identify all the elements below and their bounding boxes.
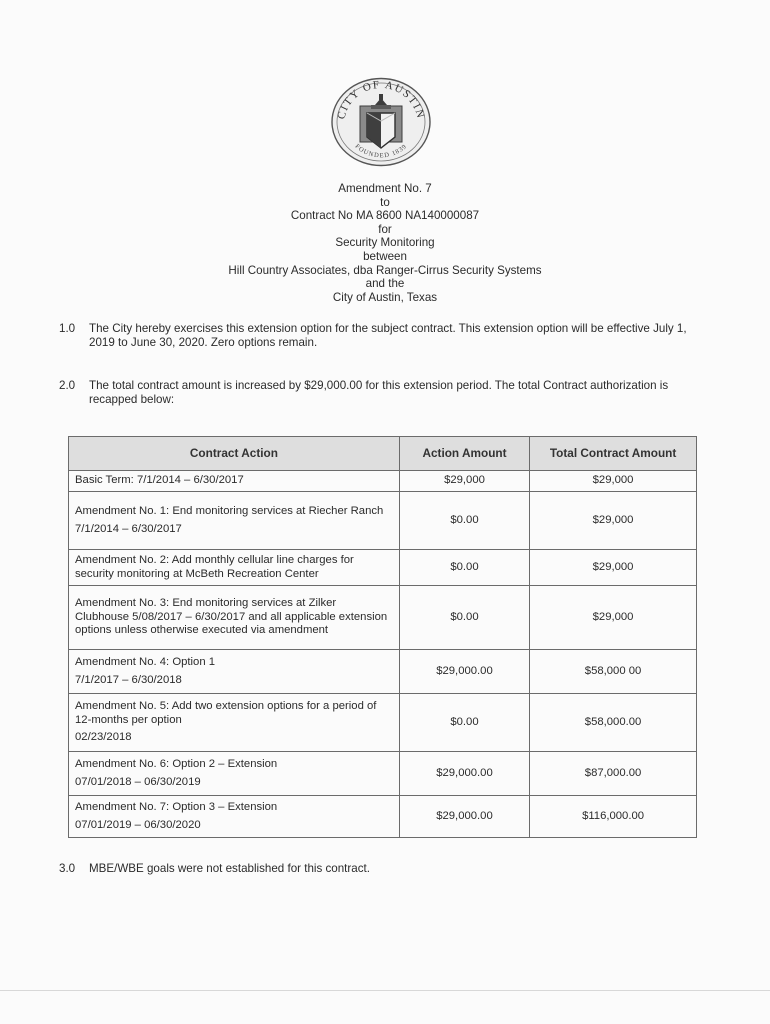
- action-text: Amendment No. 2: Add monthly cellular line charges for security monitoring at McBeth Recreation Center: [75, 554, 354, 580]
- total-amount-cell: $58,000 00: [530, 650, 697, 694]
- action-amount-cell: $0.00: [399, 694, 529, 752]
- document-heading: [0, 182, 770, 304]
- table-row: [69, 796, 697, 838]
- action-text: Amendment No. 1: End monitoring services at Riecher Ranch: [75, 505, 384, 518]
- action-amount-cell: $0.00: [399, 550, 529, 586]
- action-date: 7/1/2017 – 6/30/2018: [75, 673, 182, 686]
- action-date: 7/1/2014 – 6/30/2017: [75, 522, 182, 535]
- section-3: [59, 862, 704, 876]
- table-row: [69, 752, 697, 796]
- column-header-total-amount: Total Contract Amount: [530, 437, 697, 471]
- table-row: [69, 550, 697, 586]
- heading-line: to: [380, 195, 390, 209]
- section-number: 1.0: [59, 322, 76, 335]
- action-text: Amendment No. 3: End monitoring services at Zilker Clubhouse 5/08/2017 – 6/30/2017 and all applicable extension options unless otherwise executed via amendment: [75, 597, 388, 637]
- total-amount-cell: $29,000: [530, 586, 697, 650]
- action-text: Amendment No. 7: Option 3 – Extension: [75, 801, 278, 814]
- heading-line: Security Monitoring: [335, 236, 435, 250]
- total-amount-cell: $29,000: [530, 471, 697, 492]
- contract-action-cell: [69, 694, 400, 752]
- action-date: 07/01/2018 – 06/30/2019: [75, 775, 201, 788]
- action-text: Amendment No. 5: Add two extension options for a period of 12-months per option: [75, 700, 377, 726]
- contract-action-cell: [69, 650, 400, 694]
- column-header-contract-action: Contract Action: [69, 437, 400, 471]
- action-amount-cell: $29,000.00: [399, 796, 529, 838]
- page-bottom-divider: [0, 990, 770, 991]
- column-header-action-amount: Action Amount: [399, 437, 529, 471]
- contract-action-cell: [69, 471, 400, 492]
- action-amount-cell: $0.00: [399, 586, 529, 650]
- seal-top-text: CITY OF AUSTIN: [335, 78, 427, 121]
- section-text: The City hereby exercises this extension option for the subject contract. This extension option will be effective July 1, 2019 to June 30, 2020. Zero options remain.: [89, 322, 687, 349]
- heading-line: and the: [365, 277, 405, 291]
- action-amount-cell: $29,000.00: [399, 650, 529, 694]
- total-amount-cell: $116,000.00: [530, 796, 697, 838]
- action-amount-cell: $0.00: [399, 492, 529, 550]
- total-amount-cell: $29,000: [530, 492, 697, 550]
- total-amount-cell: $58,000.00: [530, 694, 697, 752]
- heading-line: City of Austin, Texas: [332, 290, 438, 304]
- contract-action-cell: [69, 796, 400, 838]
- contract-action-cell: [69, 586, 400, 650]
- action-amount-cell: $29,000.00: [399, 752, 529, 796]
- section-number: 3.0: [59, 862, 76, 875]
- action-text: Amendment No. 4: Option 1: [75, 656, 216, 669]
- contract-action-cell: [69, 492, 400, 550]
- city-seal-logo: [330, 77, 432, 167]
- action-date: 07/01/2019 – 06/30/2020: [75, 818, 201, 831]
- table-row: [69, 586, 697, 650]
- heading-line: between: [363, 249, 407, 263]
- action-text: Basic Term: 7/1/2014 – 6/30/2017: [75, 474, 244, 487]
- table-row: [69, 471, 697, 492]
- seal-bottom-text: FOUNDED 1839: [353, 142, 409, 160]
- section-text: MBE/WBE goals were not established for this contract.: [89, 862, 370, 875]
- action-date: 02/23/2018: [75, 731, 132, 744]
- contract-action-cell: [69, 752, 400, 796]
- total-amount-cell: $87,000.00: [530, 752, 697, 796]
- table-row: [69, 650, 697, 694]
- section-number: 2.0: [59, 379, 76, 392]
- contract-action-cell: [69, 550, 400, 586]
- heading-line: Hill Country Associates, dba Ranger-Cirrus Security Systems: [228, 263, 542, 277]
- heading-line: Contract No MA 8600 NA140000087: [290, 209, 480, 223]
- table-header-row: [69, 437, 697, 471]
- table-row: [69, 694, 697, 752]
- section-text: The total contract amount is increased by $29,000.00 for this extension period. The total Contract authorization is recapped below:: [89, 379, 669, 406]
- total-amount-cell: $29,000: [530, 550, 697, 586]
- section-2: [59, 379, 704, 407]
- action-amount-cell: $29,000: [399, 471, 529, 492]
- table-row: [69, 492, 697, 550]
- heading-line: for: [378, 222, 392, 236]
- action-text: Amendment No. 6: Option 2 – Extension: [75, 758, 278, 771]
- contract-recap-table: [68, 436, 697, 838]
- section-1: [59, 322, 704, 350]
- heading-line: Amendment No. 7: [338, 182, 432, 195]
